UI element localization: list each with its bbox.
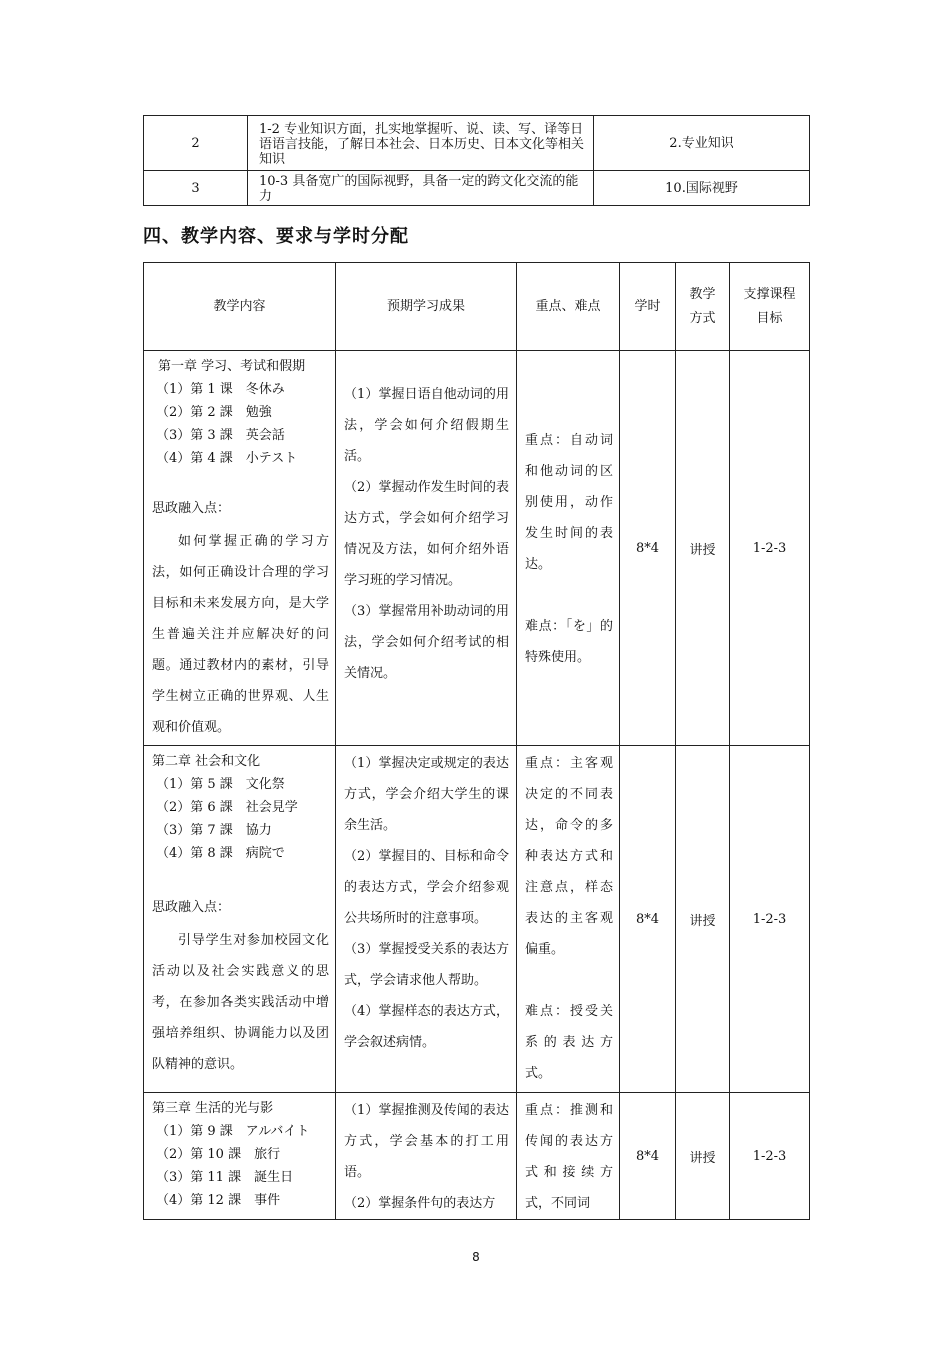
header-method <box>676 263 730 351</box>
outcome-item: （2）掌握条件句的表达方 <box>344 1196 496 1211</box>
method-cell: 讲授 <box>676 1093 730 1220</box>
key-cell <box>517 746 620 1093</box>
lesson-item: （4）第 12 課 事件 <box>156 1193 281 1208</box>
objective-text: 1-2 专业知识方面，扎实地掌握听、说、读、写、译等日语语言技能，了解日本社会、日本历史、日本文化等相关知识 <box>248 116 594 171</box>
difficulty-point: 难点：授受关系的表达方式。 <box>525 1004 613 1081</box>
lesson-item: （3）第 7 課 協力 <box>156 823 272 838</box>
sz-text: 如何掌握正确的学习方法，如何正确设计合理的学习目标和未来发展方向，是大学生普遍关注并应解决好的问题。通过教材内的素材，引导学生树立正确的世界观、人生观和价值观。 <box>152 534 329 735</box>
chapter-content <box>144 1093 336 1220</box>
header-method-line1: 教学 <box>689 286 716 302</box>
lesson-item: （2）第 10 課 旅行 <box>156 1147 281 1162</box>
objective-text: 10-3 具备宽广的国际视野，具备一定的跨文化交流的能力 <box>248 171 594 206</box>
lesson-item: （3）第 11 課 誕生日 <box>156 1170 294 1185</box>
objectives-table <box>143 115 810 206</box>
key-point: 重点：推测和传闻的表达方式和接续方式，不同词 <box>525 1103 613 1211</box>
page-number: 8 <box>472 1250 480 1264</box>
header-outcome: 预期学习成果 <box>336 263 517 351</box>
header-hours: 学时 <box>620 263 676 351</box>
header-method-line2: 方式 <box>689 310 716 326</box>
method-cell: 讲授 <box>676 746 730 1093</box>
lesson-item: （2）第 2 課 勉強 <box>156 405 272 420</box>
chapter-title: 第二章 社会和文化 <box>152 754 261 769</box>
row-number: 2 <box>144 116 248 171</box>
section-heading: 四、教学内容、要求与学时分配 <box>143 226 409 247</box>
outcome-item: （3）掌握常用补助动词的用法，学会如何介绍考试的相关情况。 <box>344 604 509 681</box>
teaching-content-table <box>143 262 810 1220</box>
header-key: 重点、难点 <box>517 263 620 351</box>
lesson-item: （1）第 5 課 文化祭 <box>156 777 285 792</box>
lesson-item: （3）第 3 課 英会話 <box>156 428 285 443</box>
key-cell <box>517 351 620 746</box>
outcome-cell <box>336 1093 517 1220</box>
objective-target: 2.专业知识 <box>594 116 810 171</box>
chapter-content <box>144 351 336 746</box>
outcome-cell <box>336 746 517 1093</box>
row-number: 3 <box>144 171 248 206</box>
goal-cell: 1-2-3 <box>730 746 810 1093</box>
lesson-item: （1）第 1 课 冬休み <box>156 382 285 397</box>
key-point: 重点：自动词和他动词的区别使用，动作发生时间的表达。 <box>525 433 613 572</box>
outcome-item: （4）掌握样态的表达方式，学会叙述病情。 <box>344 1004 509 1050</box>
table-row <box>144 351 810 746</box>
chapter-title: 第一章 学习、考试和假期 <box>158 359 306 374</box>
hours-cell: 8*4 <box>620 746 676 1093</box>
lesson-item: （2）第 6 課 社会見学 <box>156 800 298 815</box>
goal-cell: 1-2-3 <box>730 1093 810 1220</box>
table-row <box>144 1093 810 1220</box>
outcome-item: （2）掌握目的、目标和命令的表达方式，学会介绍参观公共场所时的注意事项。 <box>344 849 509 926</box>
lesson-item: （1）第 9 課 アルバイト <box>156 1124 310 1139</box>
table-row <box>144 171 810 206</box>
hours-cell: 8*4 <box>620 1093 676 1220</box>
key-point: 重点：主客观决定的不同表达，命令的多种表达方式和注意点，样态表达的主客观偏重。 <box>525 756 613 957</box>
difficulty-point: 难点：「を」的特殊使用。 <box>525 619 613 665</box>
header-goal-line2: 目标 <box>756 310 783 326</box>
table-row <box>144 116 810 171</box>
header-goal <box>730 263 810 351</box>
key-cell <box>517 1093 620 1220</box>
table-row <box>144 746 810 1093</box>
chapter-title: 第三章 生活的光与影 <box>152 1101 274 1116</box>
outcome-cell <box>336 351 517 746</box>
outcome-item: （1）掌握日语自他动词的用法，学会如何介绍假期生活。 <box>344 387 509 464</box>
method-cell: 讲授 <box>676 351 730 746</box>
goal-cell: 1-2-3 <box>730 351 810 746</box>
lesson-item: （4）第 4 課 小テスト <box>156 451 298 466</box>
outcome-item: （2）掌握动作发生时间的表达方式，学会如何介绍学习情况及方法，如何介绍外语学习班的学习情况。 <box>344 480 509 588</box>
outcome-item: （3）掌握授受关系的表达方式，学会请求他人帮助。 <box>344 942 509 988</box>
outcome-item: （1）掌握决定或规定的表达方式，学会介绍大学生的课余生活。 <box>344 756 509 833</box>
sz-label: 思政融入点： <box>152 900 231 915</box>
header-content: 教学内容 <box>144 263 336 351</box>
sz-text: 引导学生对参加校园文化活动以及社会实践意义的思考，在参加各类实践活动中增强培养组织、协调能力以及团队精神的意识。 <box>152 933 329 1072</box>
table-header-row <box>144 263 810 351</box>
header-goal-line1: 支撑课程 <box>743 286 796 302</box>
chapter-content <box>144 746 336 1093</box>
hours-cell: 8*4 <box>620 351 676 746</box>
objective-target: 10.国际视野 <box>594 171 810 206</box>
sz-label: 思政融入点： <box>152 501 231 516</box>
lesson-item: （4）第 8 課 病院で <box>156 846 285 861</box>
outcome-item: （1）掌握推测及传闻的表达方式，学会基本的打工用语。 <box>344 1103 509 1180</box>
